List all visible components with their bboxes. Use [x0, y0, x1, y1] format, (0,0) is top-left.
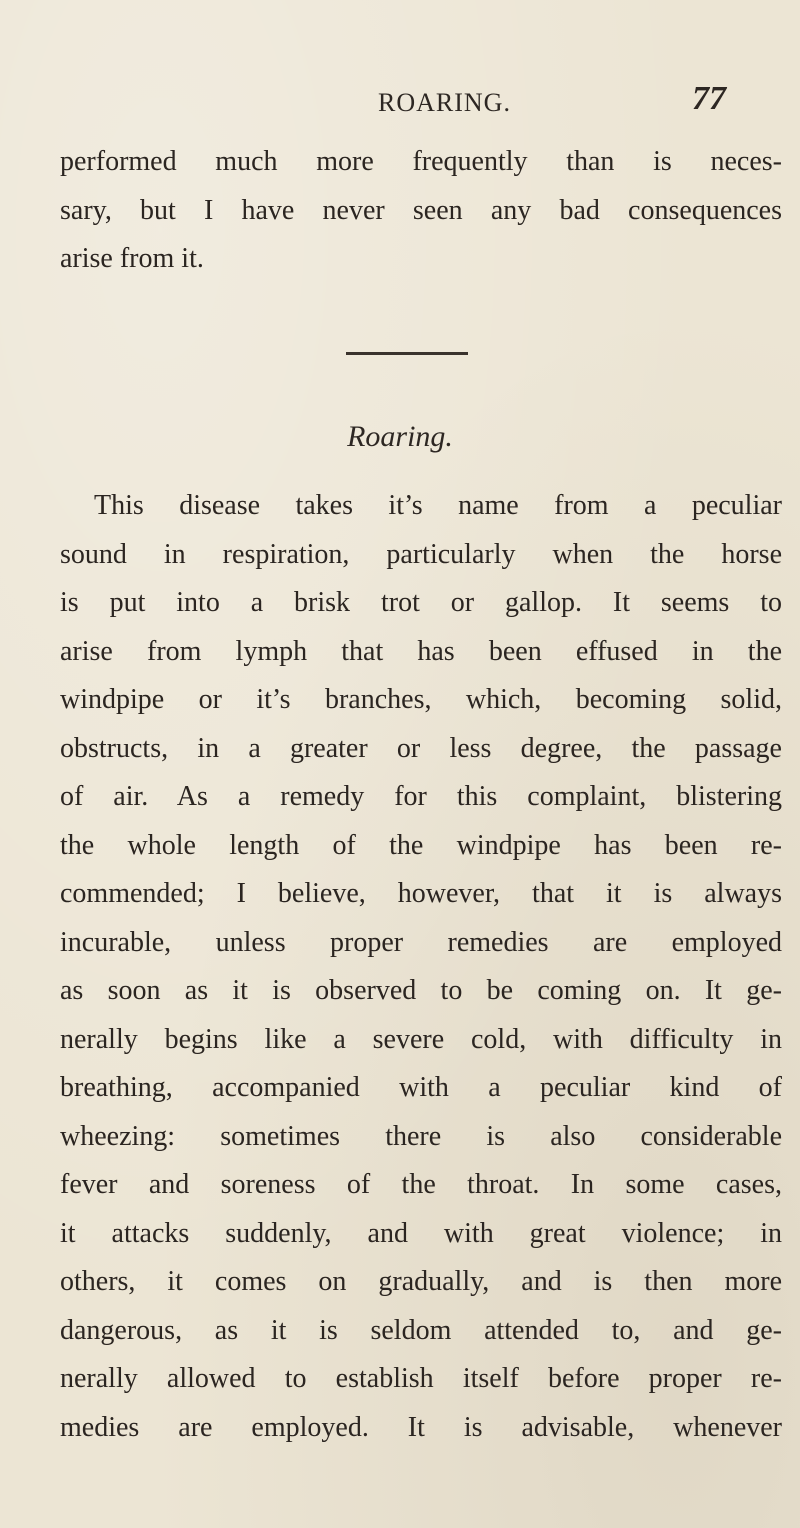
section-heading: Roaring.: [347, 420, 453, 453]
text-line: dangerous, as it is seldom attended to, and ge-: [60, 1314, 782, 1346]
text-line: windpipe or it’s branches, which, becoming solid,: [60, 684, 782, 715]
text-line: is put into a brisk trot or gallop. It seems to: [60, 587, 782, 618]
text-line: others, it comes on gradually, and is then more: [60, 1266, 782, 1297]
running-head: [0, 80, 800, 128]
text-line: nerally allowed to establish itself before proper re-: [60, 1363, 782, 1394]
continuation-paragraph: [60, 138, 782, 284]
page-number: 77: [692, 80, 726, 117]
text-line: This disease takes it’s name from a peculiar: [94, 490, 782, 521]
text-line: arise from it.: [60, 243, 204, 274]
text-line: commended; I believe, however, that it is always: [60, 878, 782, 909]
text-line: wheezing: sometimes there is also considerable: [60, 1120, 782, 1152]
running-title: ROARING.: [378, 88, 511, 117]
text-line: incurable, unless proper remedies are employed: [60, 926, 782, 958]
text-line: it attacks suddenly, and with great violence; in: [60, 1217, 782, 1249]
text-line: nerally begins like a severe cold, with difficulty in: [60, 1023, 782, 1055]
text-line: the whole length of the windpipe has been re-: [60, 829, 782, 861]
text-line: medies are employed. It is advisable, whenever: [60, 1411, 782, 1443]
text-line: of air. As a remedy for this complaint, blistering: [60, 781, 782, 812]
text-line: sary, but I have never seen any bad consequences: [60, 194, 782, 226]
text-line: as soon as it is observed to be coming on. It ge-: [60, 975, 782, 1006]
text-line: performed much more frequently than is neces-: [60, 146, 782, 177]
text-line: sound in respiration, particularly when the horse: [60, 538, 782, 570]
text-line: arise from lymph that has been effused in the: [60, 635, 782, 667]
text-line: breathing, accompanied with a peculiar kind of: [60, 1072, 782, 1103]
section-paragraph: [60, 482, 782, 1452]
text-line: fever and soreness of the throat. In some cases,: [60, 1169, 782, 1200]
section-divider: [346, 352, 468, 355]
text-line: obstructs, in a greater or less degree, the passage: [60, 732, 782, 764]
